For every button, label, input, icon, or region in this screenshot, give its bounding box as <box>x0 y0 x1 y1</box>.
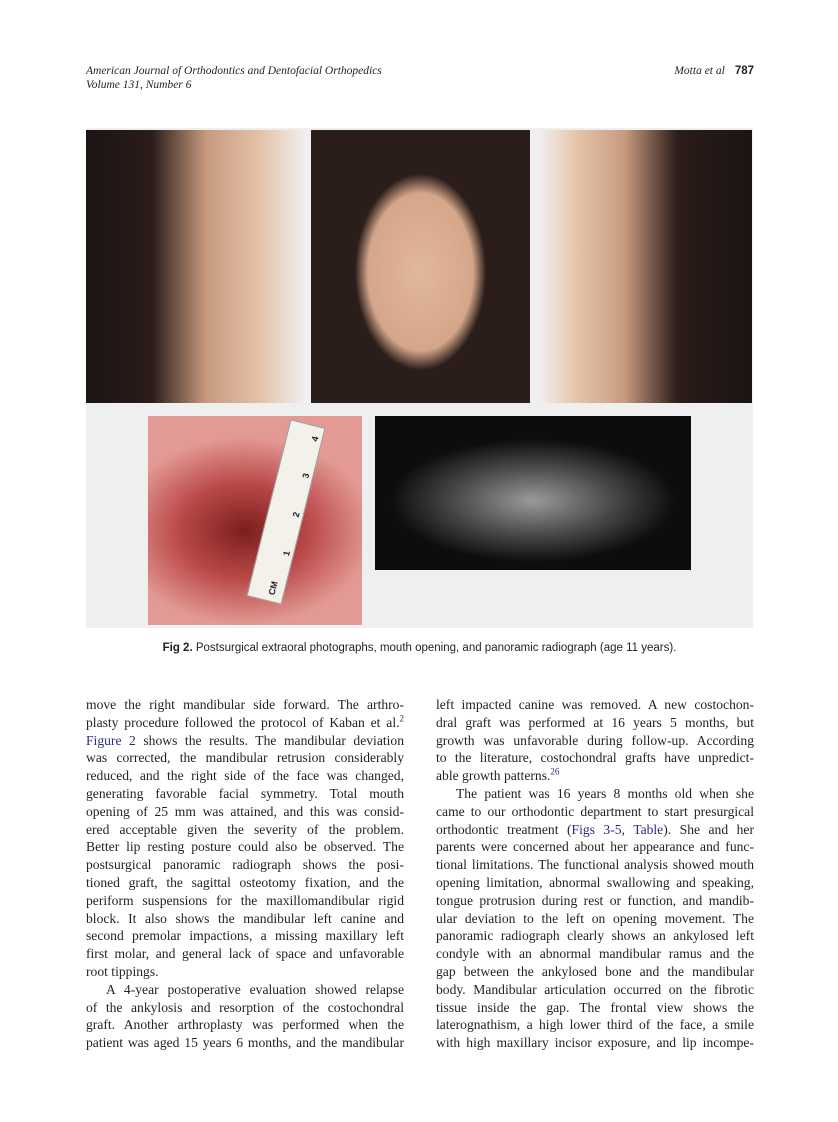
text-line <box>86 714 404 732</box>
journal-title: American Journal of Orthodontics and Dentofacial Orthopedics <box>86 65 382 77</box>
text-line: graft. Another arthroplasty was performed when the <box>86 1017 404 1033</box>
photo-right-profile <box>86 130 305 403</box>
text-line <box>436 821 754 839</box>
text-line: second premolar impactions, a missing maxillary left <box>86 928 404 944</box>
text-line: Better lip resting posture could also be observed. The <box>86 839 404 855</box>
text-span: plasty procedure followed the protocol of Kaban et al. <box>86 714 400 730</box>
text-line: growth was unfavorable during follow-up. According <box>436 732 754 748</box>
text-line: tioned graft, the sagittal osteotomy fixation, and the <box>86 874 404 890</box>
text-span: orthodontic treatment ( <box>436 821 572 837</box>
authors: Motta et al <box>674 65 725 77</box>
table-link[interactable]: Table <box>633 821 664 837</box>
text-line <box>436 767 754 785</box>
text-span: , <box>621 821 634 837</box>
ruler-label: 1 <box>281 549 292 557</box>
text-line: tional limitations. The functional analysis showed mouth <box>436 857 754 873</box>
text-line: root tippings. <box>86 963 159 979</box>
text-line: with high maxillary incisor exposure, and lip incompe- <box>436 1035 754 1051</box>
text-line: parents were concerned about her appearance and func- <box>436 839 754 855</box>
text-line: came to our orthodontic department to start presurgical <box>436 803 754 819</box>
text-line: condyle with an abnormal mandibular ramus and the <box>436 946 754 962</box>
text-line: ered acceptable given the severity of the problem. <box>86 821 404 837</box>
page-number: 787 <box>734 65 754 77</box>
text-line: opening of 25 mm was attained, and this was consid- <box>86 803 404 819</box>
text-line: first molar, and general lack of space and unfavorable <box>86 946 404 962</box>
caption-label: Fig 2. <box>162 642 193 654</box>
ruler-label: CM <box>266 580 280 597</box>
text-line: The patient was 16 years 8 months old when she <box>456 785 754 801</box>
figures-link[interactable]: Figs 3-5 <box>571 821 622 837</box>
photo-left-profile <box>540 130 752 403</box>
ruler-label: 3 <box>300 472 312 480</box>
text-line: move the right mandibular side forward. The arthro- <box>86 697 404 712</box>
figure-caption <box>86 642 753 654</box>
text-line: dral graft was performed at 16 years 5 months, but <box>436 714 754 730</box>
photo-mouth-opening <box>148 416 362 625</box>
journal-volume: Volume 131, Number 6 <box>86 79 192 91</box>
text-line: reduced, and the right side of the face was changed, <box>86 768 404 784</box>
text-line: postsurgical panoramic radiograph shows the posi- <box>86 857 404 873</box>
citation-link[interactable]: 26 <box>550 766 560 777</box>
text-span: able growth patterns. <box>436 768 551 784</box>
text-line: generating favorable facial symmetry. Total mouth <box>86 785 404 801</box>
photo-frontal <box>311 130 530 403</box>
text-span: shows the results. The mandibular deviation <box>135 732 405 748</box>
text-span: ). She and her <box>663 821 754 837</box>
body-column-right <box>436 696 754 1052</box>
text-line: of the ankylosis and resorption of the costochondral <box>86 999 404 1015</box>
text-line: gap between the ankylosed bone and the mandibular <box>436 963 754 979</box>
caption-text: Postsurgical extraoral photographs, mouth opening, and panoramic radiograph (age 11 years). <box>195 642 677 654</box>
text-line: tongue protrusion during rest or function, and mandib- <box>436 892 754 908</box>
text-line: tissue inside the gap. The frontal view shows the <box>436 999 754 1015</box>
text-line: laterognathism, a high lower third of the face, a smile <box>436 1017 754 1033</box>
running-header-journal <box>86 64 382 92</box>
text-line: block. It also shows the mandibular left canine and <box>86 910 404 926</box>
text-line: panoramic radiograph clearly shows an ankylosed left <box>436 928 754 944</box>
text-line: body. Mandibular articulation occurred on the fibrotic <box>436 981 754 997</box>
text-line: A 4-year postoperative evaluation showed relapse <box>106 981 404 997</box>
citation-link[interactable]: 2 <box>399 713 404 724</box>
text-line: ular deviation to the left on opening movement. The <box>436 910 754 926</box>
figure-link[interactable]: Figure 2 <box>86 732 136 748</box>
text-line: left impacted canine was removed. A new costochon- <box>436 697 754 712</box>
ruler-label: 4 <box>309 435 321 443</box>
ruler-label: 2 <box>290 510 302 519</box>
running-header-page <box>674 64 754 78</box>
text-line: periform suspensions for the maxillomandibular rigid <box>86 892 404 908</box>
ruler <box>247 419 326 604</box>
text-line: patient was aged 15 years 6 months, and the mandibular <box>86 1035 404 1051</box>
panoramic-radiograph <box>375 416 691 570</box>
text-line <box>86 732 404 750</box>
text-line: was corrected, the mandibular retrusion considerably <box>86 750 404 766</box>
text-line: opening limitation, abnormal swallowing and speaking, <box>436 874 754 890</box>
body-column-left <box>86 696 404 1052</box>
text-line: to the literature, costochondral grafts have unpredict- <box>436 750 754 766</box>
